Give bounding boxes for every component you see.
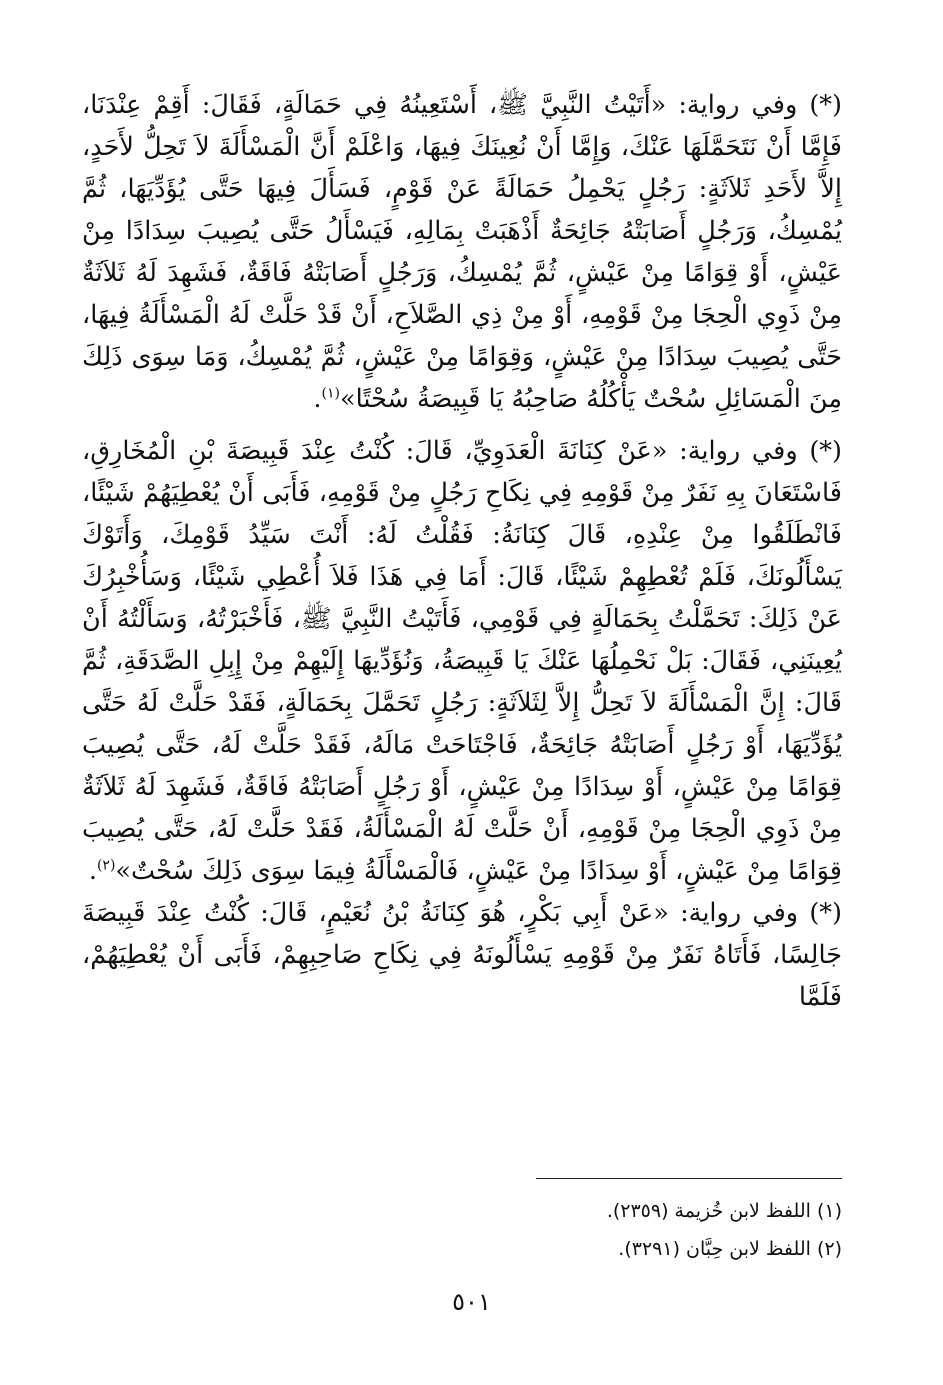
footnotes [82, 1192, 842, 1268]
paragraph-text: (*) وفي رواية: «عَنْ كِنَانَةَ الْعَدَوِيِّ، قَالَ: كُنْتُ عِنْدَ قَبِيصَةَ بْنِ الْمُخَارِقِ، فَاسْتَعَانَ بِهِ نَفَرٌ مِنْ قَوْمِهِ فِي نِكَاحِ رَجُلٍ مِنْ قَوْمِهِ، فَأَبَى أَنْ يُعْطِيَهُمْ شَيْئًا، فَانْطَلَقُوا مِنْ عِنْدِهِ، قَالَ كِنَانَةُ: فَقُلْتُ لَهُ: أَنْتَ سَيِّدُ قَوْمِكَ، وَأَتَوْكَ يَسْأَلُونَكَ، فَلَمْ تُعْطِهِمْ شَيْئًا، قَالَ: أَمَا فِي هَذَا فَلاَ أُعْطِي شَيْئًا، وَسَأُخْبِرُكَ عَنْ ذَلِكَ: تَحَمَّلْتُ بِحَمَالَةٍ فِي قَوْمِي، فَأَتَيْتُ النَّبِيَّ ﷺ، فَأَخْبَرْتُهُ، وَسَأَلْتُهُ أَنْ يُعِينَنِي، فَقَالَ: بَلْ نَحْمِلُهَا عَنْكَ يَا قَبِيصَةُ، وَنُؤَدِّيهَا إِلَيْهِمْ مِنْ إِبِلِ الصَّدَقَةِ، ثُمَّ قَالَ: إِنَّ الْمَسْأَلَةَ لاَ تَحِلُّ إِلاَّ لِثَلاَثَةٍ: رَجُلٍ تَحَمَّلَ بِحَمَالَةٍ، فَقَدْ حَلَّتْ لَهُ حَتَّى يُؤَدِّيَهَا، أَوْ رَجُلٍ أَصَابَتْهُ جَائِحَةٌ، فَاجْتَاحَتْ مَالَهُ، فَقَدْ حَلَّتْ لَهُ، حَتَّى يُصِيبَ قِوَامًا مِنْ عَيْشٍ، أَوْ سِدَادًا مِنْ عَيْشٍ، أَوْ رَجُلٍ أَصَابَتْهُ فَاقَةٌ، فَشَهِدَ لَهُ ثَلاَثَةٌ مِنْ ذَوِي الْحِجَا مِنْ قَوْمِهِ، أَنْ حَلَّتْ لَهُ الْمَسْأَلَةُ، فَقَدْ حَلَّتْ لَهُ، حَتَّى يُصِيبَ قِوَامًا مِنْ عَيْشٍ، أَوْ سِدَادًا مِنْ عَيْشٍ، فَالْمَسْأَلَةُ فِيمَا سِوَى ذَلِكَ سُحْتٌ» [82, 436, 842, 886]
footnote-reference-2: (٢) [96, 857, 116, 874]
footnote-reference-1: (١) [321, 385, 340, 402]
hadith-paragraph-2 [82, 430, 842, 892]
paragraph-text: (*) وفي رواية: «عَنْ أَبِي بَكْرٍ، هُوَ كِنَانَةُ بْنُ نُعَيْمٍ، قَالَ: كُنْتُ عِنْدَ قَبِيصَةَ جَالِسًا، فَأَتَاهُ نَفَرٌ مِنْ قَوْمِهِ يَسْأَلُونَهُ فِي نِكَاحِ صَاحِبِهِمْ، فَأَبَى أَنْ يُعْطِيَهُمْ، فَلَمَّا [82, 898, 842, 1012]
hadith-paragraph-1 [82, 84, 842, 420]
paragraph-end-mark: . [88, 856, 97, 886]
hadith-paragraph-3 [82, 892, 842, 1018]
main-text [82, 84, 842, 1018]
page-number: ٥٠١ [452, 1288, 491, 1316]
footnote-2: (٢) اللفظ لابن حِبَّان (٣٢٩١). [618, 1238, 842, 1260]
footnote-separator [536, 1178, 842, 1179]
footnote-1: (١) اللفظ لابن خُزيمة (٢٣٥٩). [606, 1200, 842, 1222]
paragraph-end-mark: . [313, 384, 322, 414]
paragraph-text: (*) وفي رواية: «أَتَيْتُ النَّبِيَّ ﷺ، أَسْتَعِينُهُ فِي حَمَالَةٍ، فَقَالَ: أَقِمْ عِنْدَنَا، فَإِمَّا أَنْ نَتَحَمَّلَهَا عَنْكَ، وَإِمَّا أَنْ نُعِينَكَ فِيهَا، وَاعْلَمْ أَنَّ الْمَسْأَلَةَ لاَ تَحِلُّ لأَحَدٍ، إِلاَّ لأَحَدِ ثَلاَثَةٍ: رَجُلٍ يَحْمِلُ حَمَالَةً عَنْ قَوْمٍ، فَسَأَلَ فِيهَا حَتَّى يُؤَدِّيَهَا، ثُمَّ يُمْسِكُ، وَرَجُلٍ أَصَابَتْهُ جَائِحَةٌ أَذْهَبَتْ بِمَالِهِ، فَيَسْأَلُ حَتَّى يُصِيبَ سِدَادًا مِنْ عَيْشٍ، أَوْ قِوَامًا مِنْ عَيْشٍ، ثُمَّ يُمْسِكُ، وَرَجُلٍ أَصَابَتْهُ فَاقَةٌ، فَشَهِدَ لَهُ ثَلاَثَةٌ مِنْ ذَوِي الْحِجَا مِنْ قَوْمِهِ، أَوْ مِنْ ذِي الصَّلاَحِ، أَنْ قَدْ حَلَّتْ لَهُ الْمَسْأَلَةُ فِيهَا، حَتَّى يُصِيبَ سِدَادًا مِنْ عَيْشٍ، وَقِوَامًا مِنْ عَيْشٍ، ثُمَّ يُمْسِكُ، وَمَا سِوَى ذَلِكَ مِنَ الْمَسَائِلِ سُحْتٌ يَأْكُلُهُ صَاحِبُهُ يَا قَبِيصَةُ سُحْتًا» [82, 90, 842, 414]
